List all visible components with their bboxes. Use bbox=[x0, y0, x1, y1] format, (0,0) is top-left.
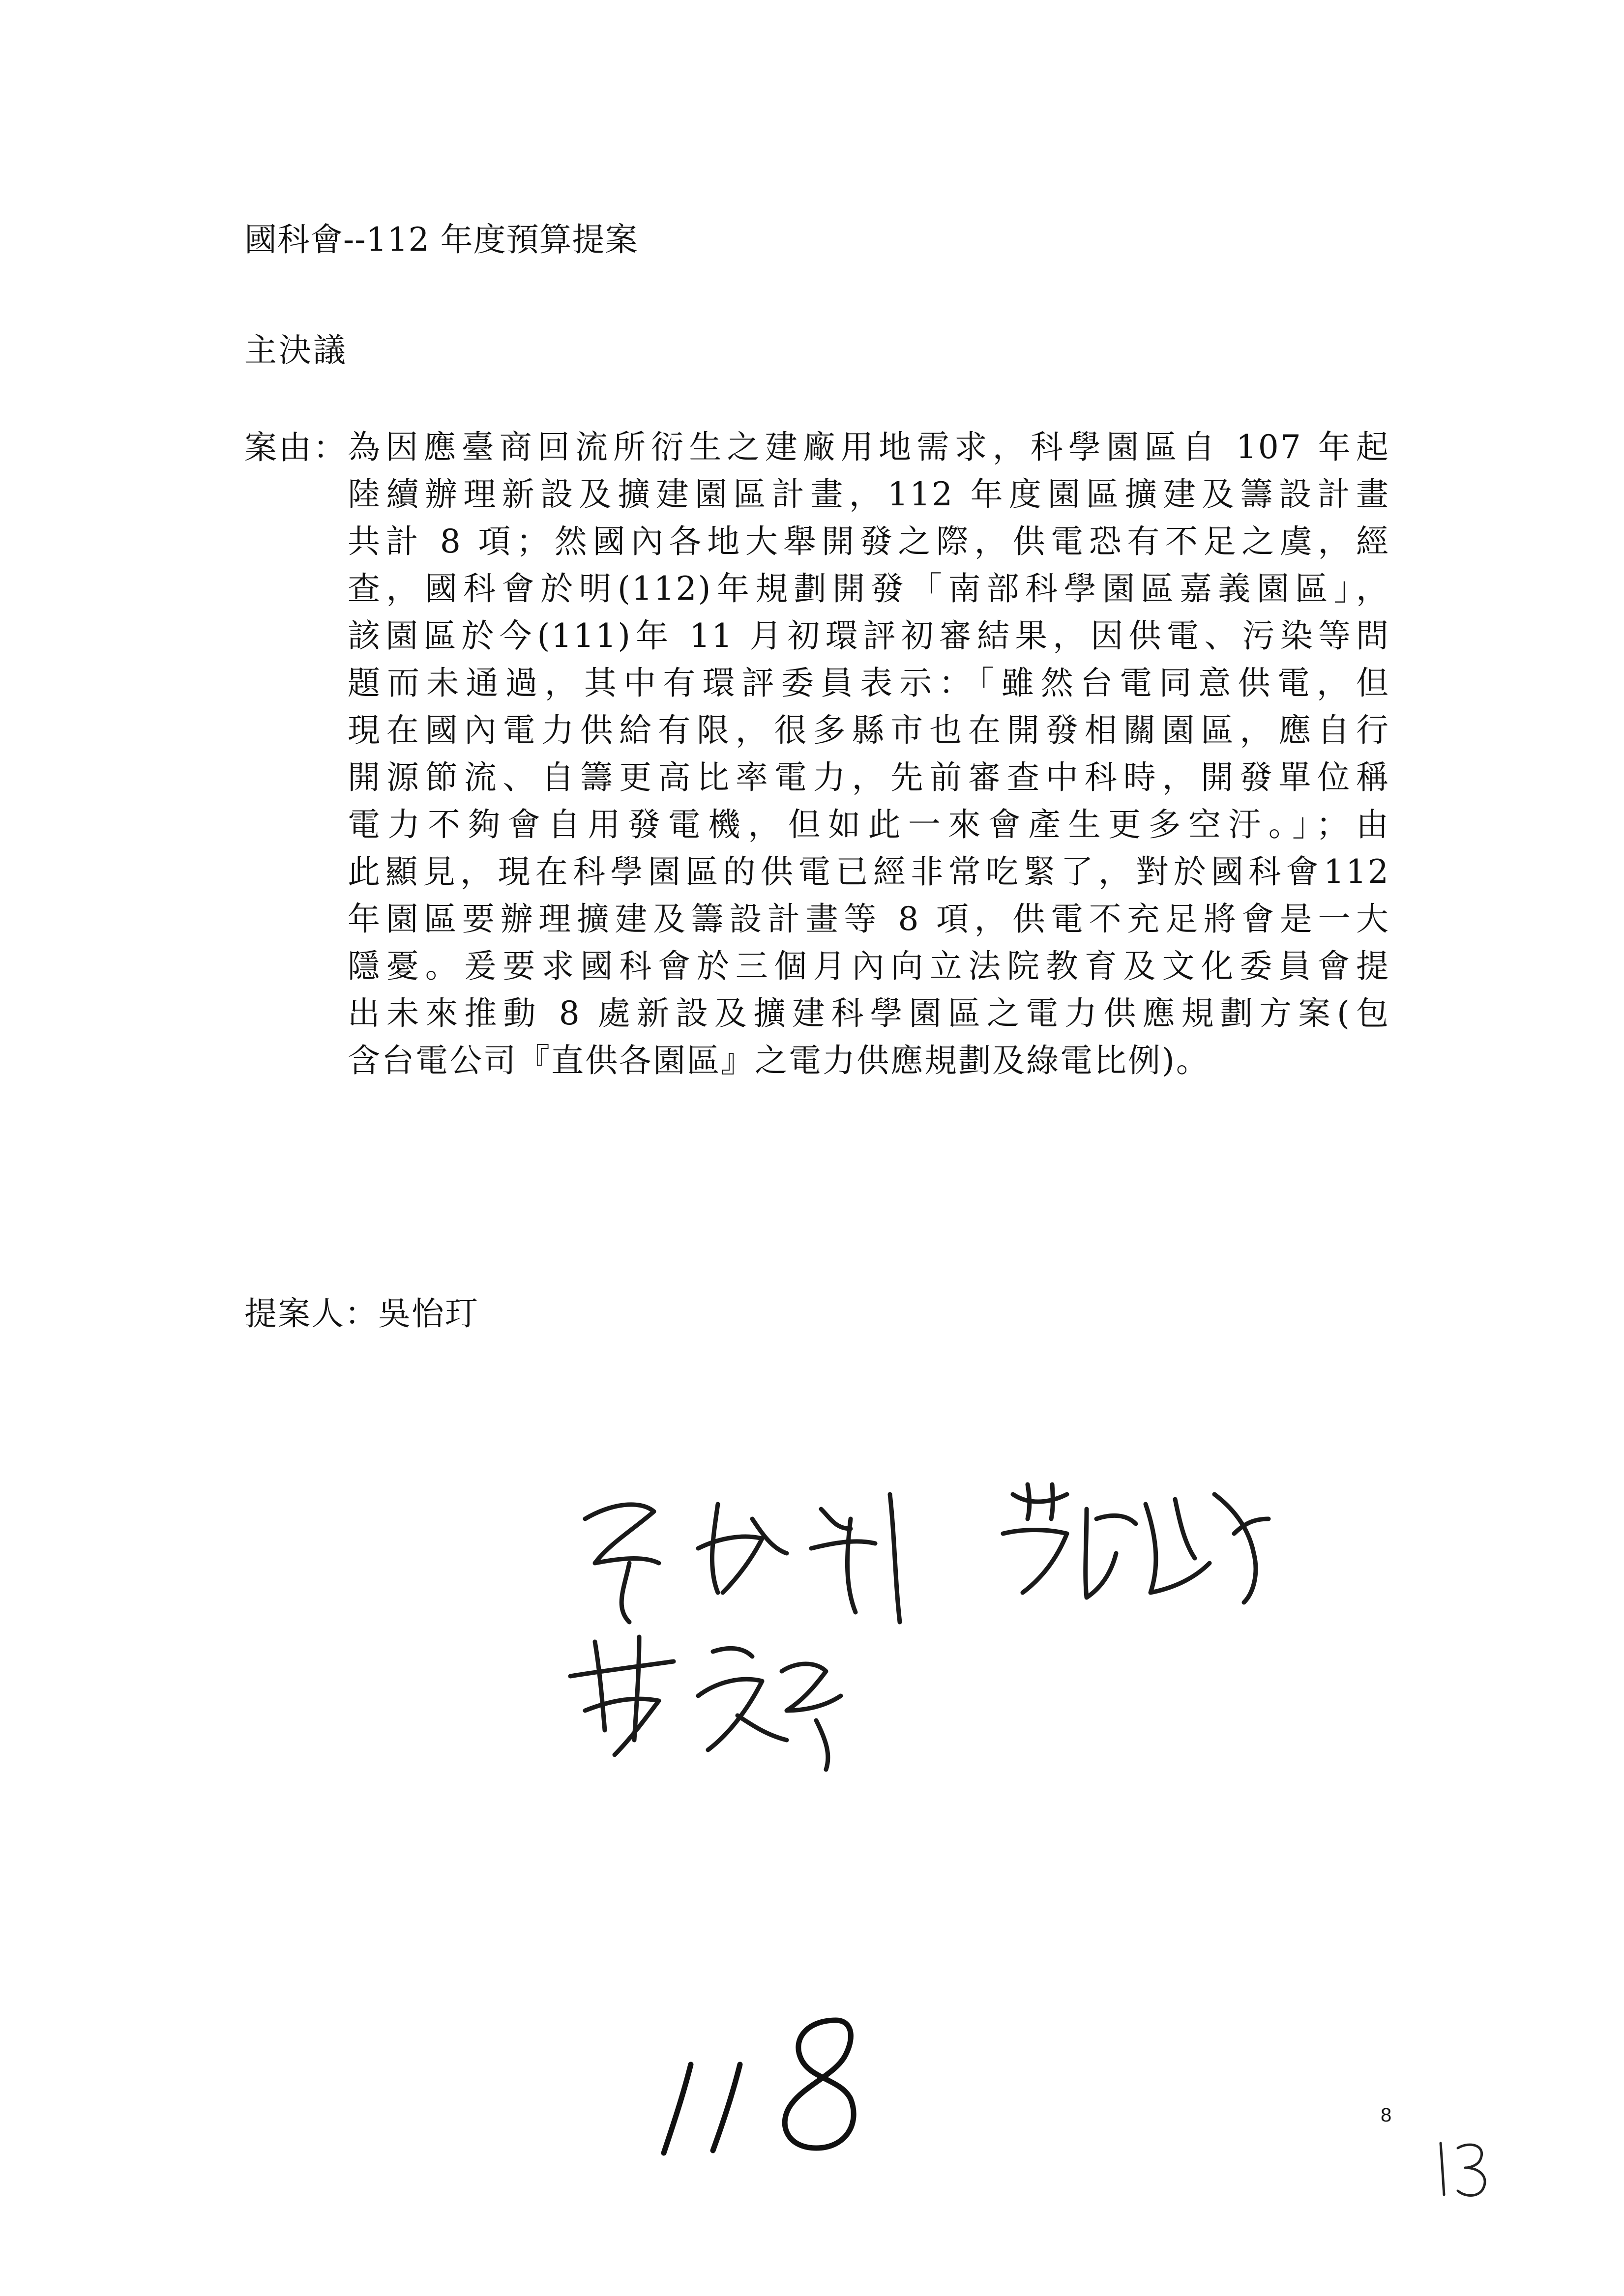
proposer: 提案人：吳怡玎 bbox=[244, 1295, 478, 1333]
case-line: 隱憂。爰要求國科會於三個月內向立法院教育及文化委員會提 bbox=[348, 947, 1390, 985]
resolution-type: 主決議 bbox=[244, 331, 348, 369]
page-number: 8 bbox=[1381, 2104, 1392, 2126]
handwritten-number-118 bbox=[644, 2005, 900, 2163]
signature-1-image bbox=[585, 1494, 900, 1622]
case-line: 該園區於今(111)年 11 月初環評初審結果，因供電、污染等問 bbox=[348, 617, 1390, 655]
signature-3-image bbox=[570, 1637, 841, 1770]
case-body bbox=[348, 424, 1390, 1084]
case-label: 案由： bbox=[244, 429, 348, 466]
case-line: 共計 8 項；然國內各地大舉開發之際，供電恐有不足之虞，經 bbox=[348, 523, 1390, 560]
case-line: 此顯見，現在科學園區的供電已經非常吃緊了，對於國科會112 bbox=[348, 853, 1390, 891]
case-line: 現在國內電力供給有限，很多縣市也在開發相關園區，應自行 bbox=[348, 711, 1390, 749]
case-line: 陸續辦理新設及擴建園區計畫，112 年度園區擴建及籌設計畫 bbox=[348, 475, 1390, 513]
case-line: 題而未通過，其中有環評委員表示：「雖然台電同意供電，但 bbox=[348, 664, 1390, 702]
case-line: 含台電公司『直供各園區』之電力供應規劃及綠電比例)。 bbox=[348, 1042, 1210, 1079]
document-title: 國科會--112 年度預算提案 bbox=[244, 221, 638, 259]
case-line: 出未來推動 8 處新設及擴建科學園區之電力供應規劃方案(包 bbox=[348, 994, 1390, 1032]
case-section bbox=[244, 428, 1390, 1179]
case-line: 年園區要辦理擴建及籌設計畫等 8 項，供電不充足將會是一大 bbox=[348, 900, 1390, 938]
case-line: 為因應臺商回流所衍生之建廠用地需求，科學園區自 107 年起 bbox=[348, 428, 1390, 466]
signatures-area bbox=[556, 1465, 1391, 1784]
case-line: 開源節流、自籌更高比率電力，先前審查中科時，開發單位稱 bbox=[348, 758, 1390, 796]
case-line: 查，國科會於明(112)年規劃開發「南部科學園區嘉義園區」， bbox=[348, 570, 1390, 608]
case-line: 電力不夠會自用發電機，但如此一來會產生更多空汙。」；由 bbox=[348, 806, 1390, 843]
handwritten-number-13 bbox=[1428, 2136, 1497, 2200]
signature-2-image bbox=[1003, 1484, 1269, 1602]
